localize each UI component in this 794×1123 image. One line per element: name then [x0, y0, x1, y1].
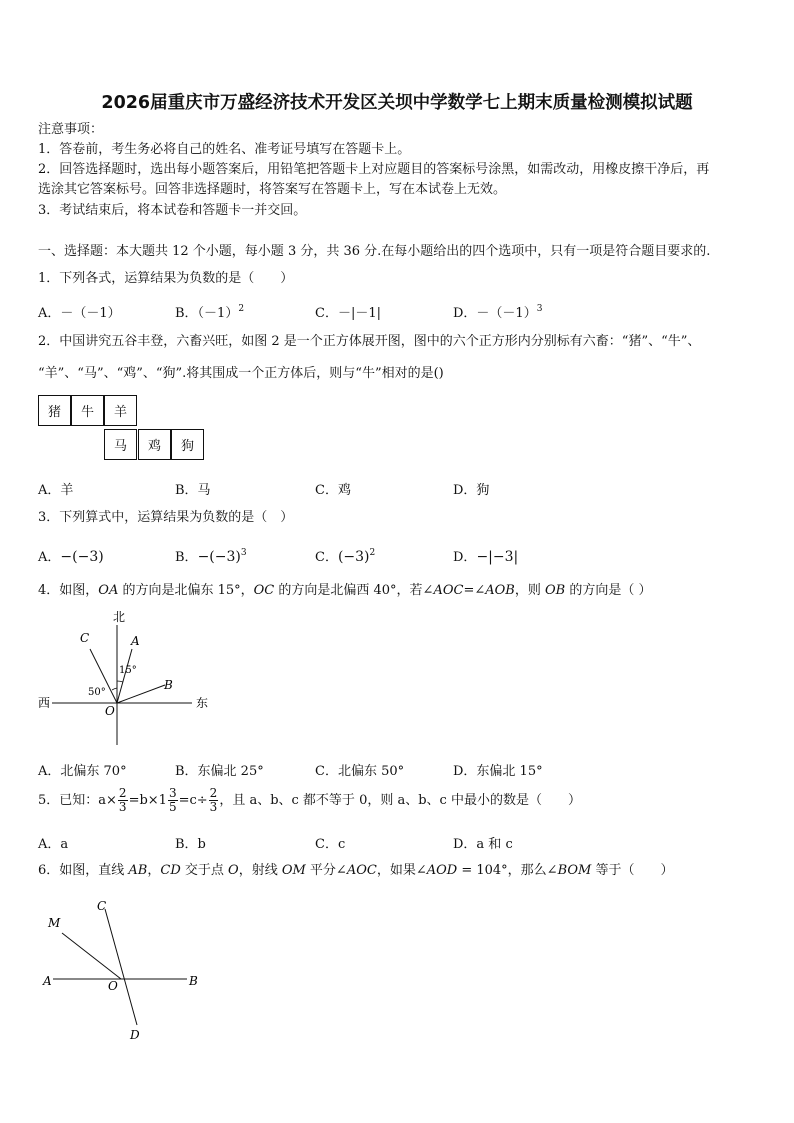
question-1-stem: 1．下列各式，运算结果为负数的是（ ）	[38, 271, 294, 286]
numerator: 2	[209, 786, 218, 800]
math-var: AOD	[426, 863, 458, 878]
q1-b-base: B．（－1）	[175, 306, 239, 321]
label-east: 东	[196, 696, 209, 710]
question-5-option-b: B．b	[175, 837, 206, 852]
fraction-two-thirds	[118, 787, 128, 814]
notice-item-2-cont: 选涂其它答案标号。回答非选择题时，将答案写在答题卡上，写在本试卷上无效。	[38, 182, 507, 197]
question-3-option-b	[175, 546, 247, 565]
option-label: D．	[453, 550, 477, 565]
option-label: A．	[38, 550, 61, 565]
question-3-option-a	[38, 546, 104, 565]
math-var: OC	[253, 583, 275, 598]
label-point-b: B	[189, 974, 198, 988]
text: 的方向是（ ）	[565, 583, 652, 598]
notice-heading: 注意事项：	[38, 122, 104, 137]
label-west: 西	[38, 696, 51, 710]
math-var: AOC	[433, 583, 464, 598]
question-4-option-a: A．北偏东 70°	[38, 764, 127, 779]
question-2-option-a: A．羊	[38, 483, 74, 498]
question-3-option-c	[315, 546, 375, 565]
line-cd	[105, 909, 137, 1025]
question-5-stem	[38, 786, 581, 816]
option-label: C．	[315, 550, 338, 565]
math-var: AOB	[485, 583, 515, 598]
q1-d-exponent: 3	[536, 304, 543, 314]
angle-arc-50	[112, 688, 117, 690]
text: 交于点	[180, 863, 229, 878]
question-2-option-d: D．狗	[453, 483, 490, 498]
math-var: BOM	[557, 863, 592, 878]
cube-net-cell: 牛	[71, 395, 104, 426]
math-var: CD	[160, 863, 181, 878]
question-4-option-b: B．东偏北 25°	[175, 764, 264, 779]
notice-item-3: 3．考试结束后，将本试卷和答题卡一并交回。	[38, 203, 307, 218]
q3-b-expression: −(−3)	[197, 549, 241, 565]
math-var: OA	[98, 583, 119, 598]
q3-d-expression: −|−3|	[476, 549, 519, 565]
question-5-option-d: D．a 和 c	[453, 837, 513, 852]
math-var: AB	[128, 863, 148, 878]
math-var: AOC	[346, 863, 377, 878]
section-heading: 一、选择题：本大题共 12 个小题，每小题 3 分，共 36 分.在每小题给出的四个选项中，只有一项是符合题目要求的.	[38, 244, 711, 259]
cube-net-cell: 鸡	[138, 429, 171, 460]
question-3-stem: 3．下列算式中，运算结果为负数的是（ ）	[38, 510, 294, 525]
text: ，则	[514, 583, 545, 598]
question-1-option-d	[453, 302, 542, 321]
text: ，	[147, 863, 161, 878]
q1-d-base: D．－（－1）	[453, 306, 537, 321]
question-4-option-d: D．东偏北 15°	[453, 764, 543, 779]
text: 6．如图，直线	[38, 863, 129, 878]
fraction-two-thirds	[209, 787, 219, 814]
text: 的方向是北偏西 40°，若∠	[274, 583, 434, 598]
notice-item-1: 1．答卷前，考生务必将自己的姓名、准考证号填写在答题卡上。	[38, 142, 411, 157]
text: =c÷	[178, 793, 208, 808]
math-var: O	[228, 863, 239, 878]
text: ，如果∠	[376, 863, 427, 878]
text: 5．已知：a×	[38, 793, 117, 808]
fraction-three-fifths	[168, 787, 178, 814]
text: =b×1	[128, 793, 167, 808]
text: 4．如图，	[38, 583, 99, 598]
cube-net-cell: 羊	[104, 395, 137, 426]
question-3-option-d	[453, 546, 518, 565]
option-label: B．	[175, 550, 198, 565]
text: =∠	[463, 583, 486, 598]
label-point-o: O	[108, 979, 118, 993]
question-1-option-a: A．－（－1）	[38, 306, 121, 321]
question-2-stem-line1: 2．中国讲究五谷丰登，六畜兴旺，如图 2 是一个正方体展开图，图中的六个正方形内分别标有六畜：“猪”、“牛”、	[38, 334, 701, 349]
math-var: OB	[545, 583, 566, 598]
cube-net-cell: 猪	[38, 395, 71, 426]
intersecting-lines-figure	[35, 893, 215, 1043]
text: 平分∠	[305, 863, 347, 878]
question-2-option-b: B．马	[175, 483, 211, 498]
label-angle-50: 50°	[88, 687, 106, 698]
question-2-stem-line2: “羊”、“马”、“鸡”、“狗”.将其围成一个正方体后，则与“牛”相对的是()	[38, 366, 444, 381]
question-1-option-b	[175, 302, 244, 321]
label-point-c: C	[80, 631, 90, 645]
question-1-option-c: C．－|－1|	[315, 306, 381, 321]
label-point-c: C	[97, 899, 107, 913]
label-point-o: O	[105, 704, 115, 718]
text: ，射线	[238, 863, 282, 878]
notice-item-2: 2．回答选择题时，选出每小题答案后，用铅笔把答题卡上对应题目的答案标号涂黑，如需改动，用橡皮擦干净后，再	[38, 162, 710, 177]
ray-ob	[117, 685, 165, 703]
q3-c-exponent: 2	[369, 548, 376, 558]
text: 等于（ ）	[591, 863, 674, 878]
text: 的方向是北偏东 15°，	[118, 583, 254, 598]
numerator: 2	[118, 786, 127, 800]
q3-c-expression: (−3)	[337, 549, 370, 565]
denominator: 3	[209, 800, 218, 814]
compass-direction-figure	[30, 605, 220, 755]
math-var: OM	[281, 863, 306, 878]
question-6-stem	[38, 863, 673, 879]
page-title: 2026届重庆市万盛经济技术开发区关坝中学数学七上期末质量检测模拟试题	[101, 93, 693, 113]
label-point-a: A	[131, 634, 140, 648]
cube-net-cell: 马	[104, 429, 137, 460]
ray-oa	[117, 649, 132, 703]
text: ，且 a、b、c 都不等于 0，则 a、b、c 中最小的数是（ ）	[219, 793, 581, 808]
q3-a-expression: −(−3)	[60, 549, 104, 565]
label-point-b: B	[164, 678, 173, 692]
angle-arc-15	[117, 681, 123, 682]
label-angle-15: 15°	[119, 665, 137, 676]
text: = 104°，那么∠	[457, 863, 558, 878]
q1-b-exponent: 2	[238, 304, 245, 314]
question-4-stem	[38, 583, 651, 599]
denominator: 3	[118, 800, 127, 814]
label-point-a: A	[43, 974, 52, 988]
question-5-option-c: C．c	[315, 837, 346, 852]
label-point-m: M	[48, 916, 61, 930]
cube-net-cell: 狗	[171, 429, 204, 460]
ray-om	[62, 933, 121, 979]
question-5-option-a: A．a	[38, 837, 69, 852]
label-north: 北	[113, 610, 126, 624]
question-4-option-c: C．北偏东 50°	[315, 764, 405, 779]
numerator: 3	[168, 786, 177, 800]
denominator: 5	[168, 800, 177, 814]
question-2-option-c: C．鸡	[315, 483, 351, 498]
q3-b-exponent: 3	[240, 548, 247, 558]
label-point-d: D	[130, 1028, 140, 1042]
